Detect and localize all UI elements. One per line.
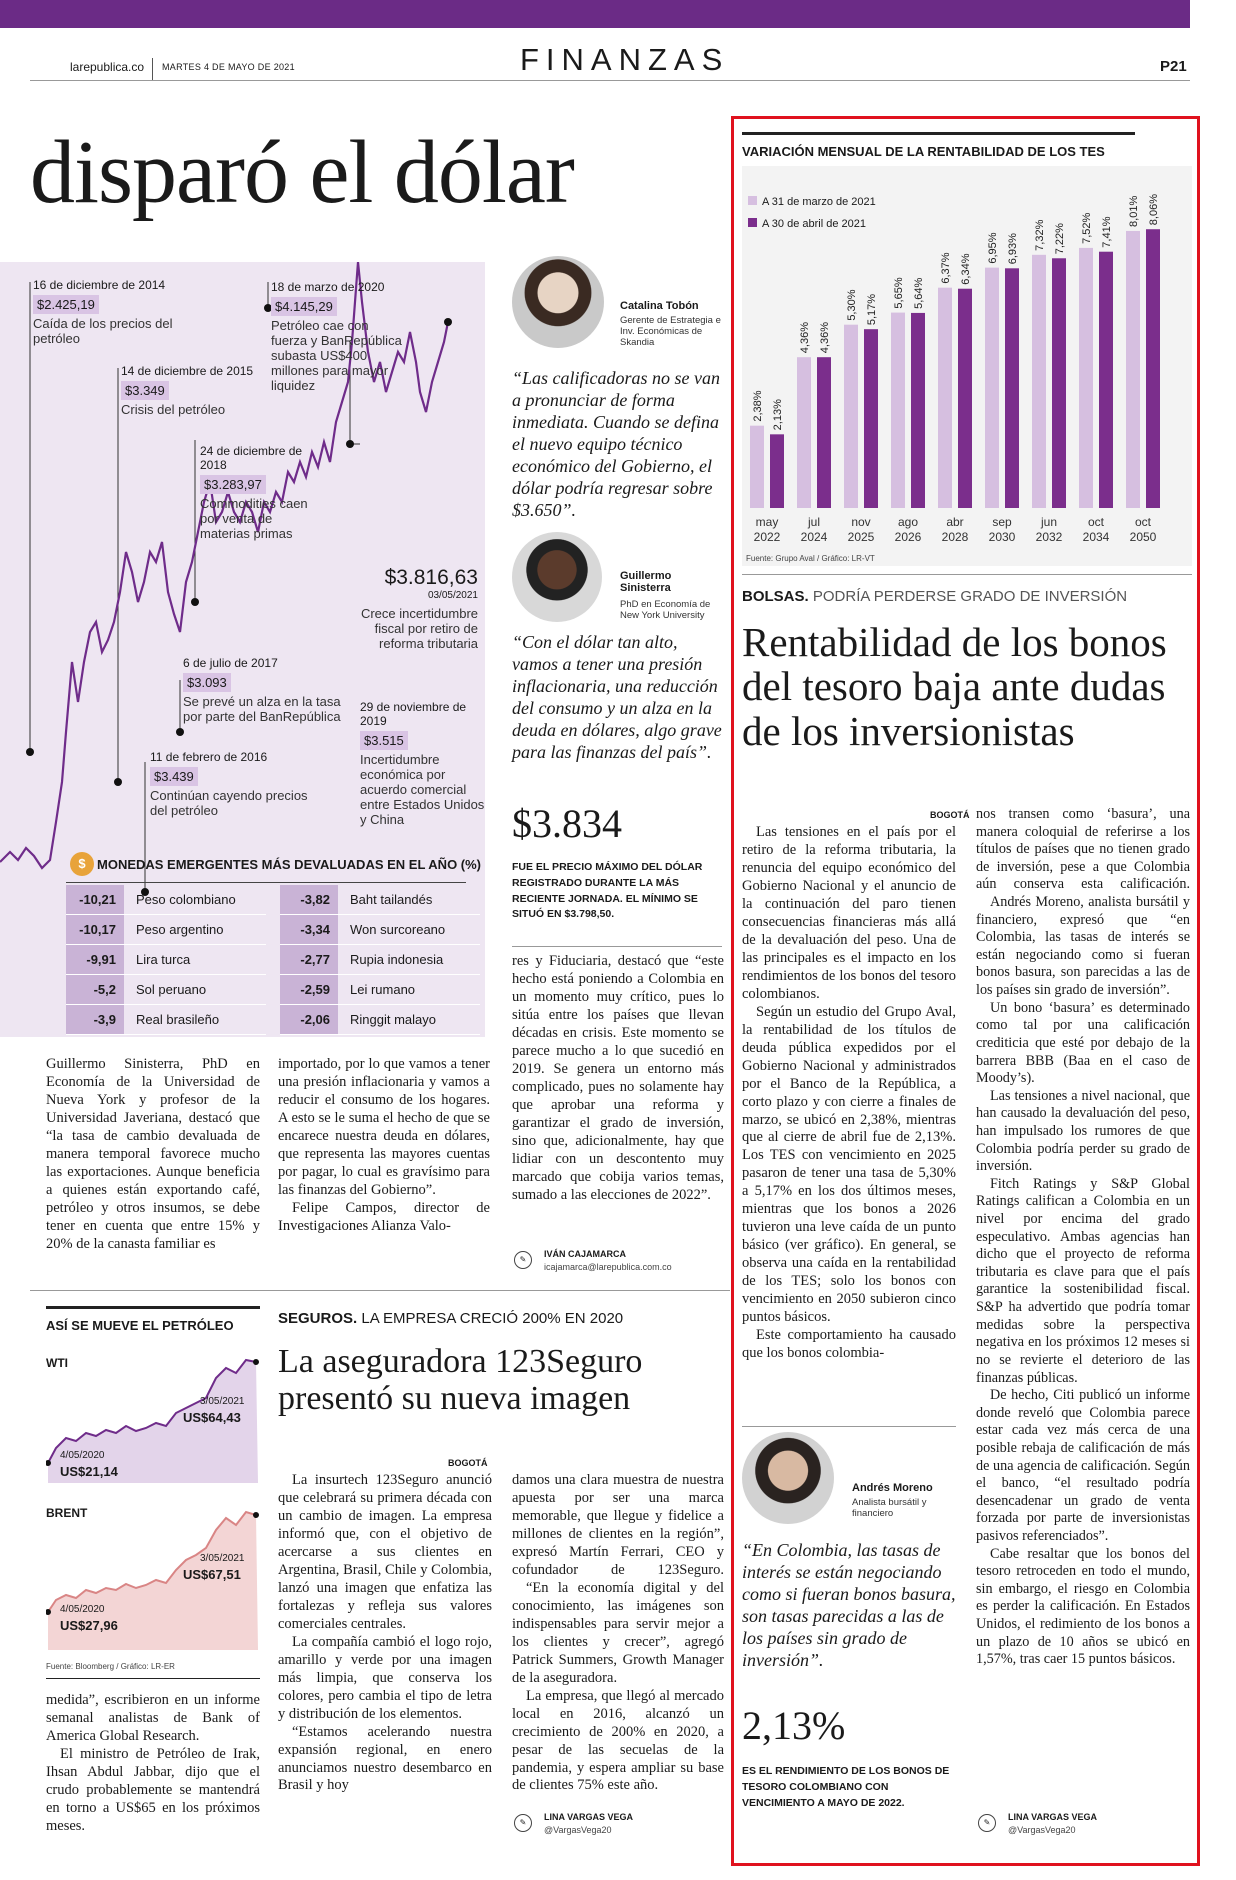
current-dollar-value: $3.816,63 [384,566,478,589]
page-number: P21 [1160,58,1187,75]
person-role: Gerente de Estrategia e Inv. Económicas de Skandia [620,315,721,348]
bonos-p8: Fitch Ratings y S&P Global Ratings califican a Colombia en un nivel por encima del grado especulativo. Ambas agencias han dicho que el proyecto de reforma tributaria es clave para que el país garantice la sostenibilidad fiscal. S&P ha advertido que podría tomar medidas sobre la perspectiva negativa en los próximos 12 meses si no se revierte el deterioro de las finanzas públicas. [976,1175,1190,1386]
annotation-date: 14 de diciembre de 2015 [121,364,254,378]
tes-bar-label: 7,32% [1034,219,1046,251]
person-name: Guillermo Sinisterra [620,570,672,594]
wti-end-date: 3/05/2021 [200,1396,245,1407]
current-dollar-date: 03/05/2021 [427,590,478,601]
currency-value: -2,06 [280,1005,338,1034]
tes-bar [938,288,952,508]
seguros-headline: La aseguradora 123Seguro presentó su nueva imagen [278,1343,643,1417]
oil-text-b: El ministro de Petróleo de Irak, Ihsan Abdul Jabbar, dijo que el crudo probablemente se mantendrá en torno a US$65 en los próximos meses. [46,1745,260,1834]
seguros-p5: “En la economía digital y del conocimiento, las imágenes son indispensables para servir mejor a los clientes y crecer”, agregó Patrick Summers, Growth Manager de la aseguradora. [512,1579,724,1686]
annotation-2018 [200,444,320,542]
quote-catalina: “Las calificadoras no se van a pronunciar de forma inmediata. Cuando se defina el nuevo equipo técnico económico del Gobierno, el dólar podría regresar sobre $3.650”. [512,368,721,520]
currency-value: -3,34 [280,915,338,944]
currency-value: -2,77 [280,945,338,974]
annotation-date: 6 de julio de 2017 [183,656,278,670]
article-column-2 [278,1056,490,1236]
currency-row [66,915,266,945]
tes-chart-rule [742,132,1135,135]
person-name: Catalina Tobón [620,300,699,312]
currency-row [280,1005,480,1035]
coin-icon: $ [70,852,94,876]
tes-bar [864,329,878,508]
section-divider [30,1290,730,1291]
seguros-kicker-bold: SEGUROS. [278,1310,358,1327]
annotation-2019 [360,700,485,828]
author-icon: ✎ [978,1814,996,1832]
tes-category-label: 2032 [1035,530,1063,544]
current-dollar-text: Crece incertidumbre fiscal por retiro de reforma tributaria [360,606,478,651]
bonos-byline-name: LINA VARGAS VEGA [1008,1812,1098,1822]
tes-category-label: may [755,515,779,529]
currency-name: Lei rumano [350,982,416,997]
bonos-byline-mail[interactable]: @VargasVega20 [1008,1825,1076,1835]
tes-category-label: 2050 [1129,530,1157,544]
tes-bar [844,325,858,508]
bonos-p10: Cabe resaltar que los bonos del tesoro retroceden en todo el mundo, sin embargo, el riesgo en Colombia es perder la calificación. En Estados Unidos, el redimiento de los bonos a un plazo de 10 años se ubicó en 1,57%, tras caer 15 puntos básicos. [976,1545,1190,1668]
tes-bar-label: 2,38% [752,390,764,422]
annotation-date: 29 de noviembre de 2019 [360,700,467,728]
currency-row [66,975,266,1005]
wti-start-value: US$21,14 [60,1464,118,1479]
currency-row [66,945,266,975]
tes-bar-label: 5,30% [846,289,858,321]
currency-value: -3,9 [66,1005,124,1034]
seguros-p6: La empresa, que llegó al mercado local en 2016, alcanzó un crecimiento de 200% en 2020, a pesar de las secuelas de la pandemia, y espera ampliar su base de clientes 75% este año. [512,1687,724,1794]
tes-category-label: 2022 [753,530,781,544]
seguros-p4: damos una clara muestra de nuestra apuesta por ser una marca memorable, que llegue y fidelice a millones de clientes en la región”, expresó Martín Ferrari, CEO y cofundador de 123Seguro. [512,1472,724,1578]
brent-start-date: 4/05/2020 [60,1604,105,1615]
tes-category-label: sep [992,515,1012,529]
annotation-value: $3.283,97 [200,475,266,494]
currency-value: -2,59 [280,975,338,1004]
oil-box-rule [46,1306,260,1309]
currency-value: -3,82 [280,885,338,914]
annotation-2017 [183,656,353,725]
annotation-text: Commodities caen por venta de materias primas [200,496,308,541]
seguros-kicker [278,1310,623,1327]
tes-bar-label: 5,65% [893,277,905,309]
tes-bar-label: 8,01% [1128,195,1140,227]
seguros-byline-mail[interactable]: @VargasVega20 [544,1825,612,1835]
bonos-p1: Las tensiones en el país por el retiro de la reforma tributaria, la renuncia del equipo económico del Gobierno Nacional y el anuncio de la continuación del paro tienen consecuencias financieras más allá de la devaluación del peso. Una de las principales es el impacto en los rendimientos de los bonos del tesoro colombianos. [742,824,956,1002]
annotation-2014 [33,278,183,347]
bonos-city: BOGOTÁ [930,810,970,820]
tes-category-label: 2034 [1082,530,1110,544]
tes-category-label: oct [1087,515,1105,529]
currency-value: -10,17 [66,915,124,944]
annotation-value: $4.145,29 [271,297,337,316]
tes-bar-label: 6,95% [987,232,999,264]
tes-category-label: 2026 [894,530,922,544]
annotation-text: Continúan cayendo precios del petróleo [150,788,308,818]
bonos-p7: Las tensiones a nivel nacional, que han causado la devaluación del peso, han impulsado los rumores de que Colombia podría perder su grado de inversión. [976,1087,1190,1175]
tes-category-label: abr [946,515,964,529]
seguros-kicker-text: LA EMPRESA CRECIÓ 200% EN 2020 [361,1310,624,1327]
bonos-p5: Andrés Moreno, analista bursátil y financiero, expresó que “en Colombia, las tasas de interés se están negociando como si fueran bonos basura, son parecidas a las de los países sin grado de inversión”. [976,894,1190,999]
annotation-value: $2.425,19 [33,295,99,314]
site-name[interactable]: larepublica.co [70,60,145,74]
currency-table-title: MONEDAS EMERGENTES MÁS DEVALUADAS EN EL AÑO (%) [97,857,482,872]
bonos-p6: Un bono ‘basura’ es determinado como tal por una calificación crediticia que esté por debajo de la barrera BBB (Baa en el caso de Moody’s). [976,999,1190,1087]
tes-bar-label: 6,93% [1007,233,1019,265]
seguros-p3: “Estamos acelerando nuestra expansión regional, en enero anunciamos nuestro desembarco en Brasil y hoy [278,1723,492,1794]
annotation-text: Petróleo cae con fuerza y BanRepública subasta US$400 millones para mayor liquidez [271,318,402,393]
header-divider [152,58,153,80]
top-color-bar [0,0,1190,28]
stat-dollar-text: FUE EL PRECIO MÁXIMO DEL DÓLAR REGISTRADO DURANTE LA MÁS RECIENTE JORNADA. EL MÍNIMO SE SITUÓ EN $3.798,50. [512,861,703,921]
bonos-kicker-text: PODRÍA PERDERSE GRADO DE INVERSIÓN [812,588,1128,605]
tes-category-label: 2030 [988,530,1016,544]
annotation-2020 [271,280,406,394]
wti-end-value: US$64,43 [183,1410,241,1425]
tes-bar [891,313,905,508]
tes-bar-label: 5,64% [913,277,925,309]
bonos-column-2 [976,806,1190,1669]
header-date: MARTES 4 DE MAYO DE 2021 [162,62,295,72]
author-icon: ✎ [514,1814,532,1832]
bonos-p3: Este comportamiento ha causado que los bonos colombia- [742,1327,956,1362]
brent-end-value: US$67,51 [183,1567,241,1582]
currency-name: Baht tailandés [350,892,433,907]
quote-guillermo: “Con el dólar tan alto, vamos a tener una presión inflacionaria, una reducción del consumo y un alza en la deuda en dólares, algo grave para las finanzas del país”. [512,632,722,762]
bonos-headline: Rentabilidad de los bonos del tesoro baja ante dudas de los inversionistas [742,619,1167,754]
currency-name: Peso colombiano [136,892,236,907]
annotation-date: 24 de diciembre de 2018 [200,444,303,472]
wti-start-date: 4/05/2020 [60,1450,105,1461]
tes-category-label: jul [807,515,821,529]
brent-end-date: 3/05/2021 [200,1553,245,1564]
tes-bar-label: 6,34% [960,253,972,285]
oil-box-title: ASÍ SE MUEVE EL PETRÓLEO [46,1318,234,1333]
tes-bar [1146,229,1160,508]
tes-chart-source: Fuente: Grupo Aval / Gráfico: LR-VT [746,554,875,563]
currency-row [66,885,266,915]
tes-bar [817,357,831,508]
stat-rule [512,946,722,947]
annotation-text: Incertidumbre económica por acuerdo comercial entre Estados Unidos y China [360,752,485,827]
currency-row [280,975,480,1005]
currency-row [280,885,480,915]
annotation-2015 [121,364,271,418]
bonos-kicker [742,588,1127,605]
oil-text-a: medida”, escribieron en un informe semanal analistas de Bank of America Global Research. [46,1692,260,1744]
quote-box-rule [742,1426,956,1427]
tes-bar-label: 6,37% [940,252,952,284]
article-column-2-text-b: Felipe Campos, director de Investigaciones Alianza Valo- [278,1199,490,1234]
tes-bar [911,313,925,508]
currency-table-left [66,885,266,1035]
legend-1-label: A 31 de marzo de 2021 [762,196,876,208]
tes-category-label: oct [1134,515,1152,529]
brent-start-value: US$27,96 [60,1618,118,1633]
tes-bar [1099,252,1113,508]
annotation-value: $3.093 [183,673,231,692]
oil-text [46,1692,260,1836]
currency-name: Won surcoreano [350,922,446,937]
tes-bar-chart [742,166,1192,566]
seguros-city: BOGOTÁ [448,1458,488,1468]
bonos-column-1 [742,824,956,1363]
currency-name: Rupia indonesia [350,952,444,967]
tes-bar [770,434,784,508]
stat-dollar-max: $3.834 [512,801,622,846]
quote-andres: “En Colombia, las tasas de interés se están negociando como si fueran bonos basura, son tasas parecidas a las de los países sin grado de inversión”. [742,1540,956,1670]
author-icon: ✎ [514,1251,532,1269]
tes-bar-label: 4,36% [819,321,831,354]
tes-bar-label: 2,13% [772,399,784,431]
bonos-kicker-bold: BOLSAS. [742,588,809,605]
currency-name: Peso argentino [136,922,224,937]
tes-bar [1079,248,1093,508]
currency-name: Lira turca [136,952,191,967]
currency-name: Real brasileño [136,1012,220,1027]
tes-category-label: 2025 [847,530,875,544]
stat-bonos-text: ES EL RENDIMIENTO DE LOS BONOS DE TESORO COLOMBIANO CON VENCIMIENTO A MAYO DE 2022. [742,1765,950,1809]
oil-box-bottom-rule [46,1678,260,1679]
seguros-p2: La compañía cambió el logo rojo, amarillo y verde por una imagen más limpia, que conserva los colores, pero cambia el tipo de letra y distribución de los elementos. [278,1633,492,1722]
tes-bar [750,426,764,508]
annotation-value: $3.349 [121,381,169,400]
guillermo-sinisterra-photo [512,532,602,622]
seguros-p1: La insurtech 123Seguro anunció que celebrará su primera década con un cambio de imagen. La empresa informó que, con el objetivo de acercarse a sus clientes en Argentina, Brasil, Chile y Colombia, lanzó una imagen que enfatiza las fortalezas y refleja sus valores comerciales centrales. [278,1472,492,1632]
tes-bar [958,289,972,508]
currency-value: -10,21 [66,885,124,914]
article-column-2-text: importado, por lo que vamos a tener una presión inflacionaria y vamos a reducir el consumo de los hogares. A esto se le suma el hecho de que se encarece nuestra deuda en dólares, que representa las mayores cuentas por pagar, lo cual es gravísimo para las finanzas del Gobierno”. [278,1056,490,1198]
currency-value: -9,91 [66,945,124,974]
tes-category-label: ago [897,515,919,529]
annotation-text: Se prevé un alza en la tasa por parte del BanRepública [183,694,341,724]
byline-mail[interactable]: icajamarca@larepublica.com.co [544,1262,672,1272]
header-rule [30,80,1190,81]
currency-table-right [280,885,480,1035]
tes-category-label: nov [851,515,871,529]
bonos-p2: Según un estudio del Grupo Aval, la rentabilidad de los títulos de deuda pública expedidos por el Gobierno Nacional y administrados por el Banco de la República, a corto plazo y con cierre a finales de marzo, se ubicó en 2,38%, mientras que al cierre de abril fue de 2,13%. Los TES con vencimiento en 2025 pasaron de tener una tasa de 5,30% a 5,17% en los dos últimos meses, mientras que los bonos a 2026 tuvieron una leve caída de un punto básico (ver gráfico). En general, se observa una caída en la rentabilidad de los TES; solo los bonos con vencimiento en 2050 subieron cinco puntos básicos. [742,1003,956,1326]
tes-bar-label: 7,52% [1081,212,1093,244]
tes-bar-label: 7,41% [1101,216,1113,248]
currency-value: -5,2 [66,975,124,1004]
person-name: Andrés Moreno [852,1482,933,1494]
andres-moreno-photo [742,1432,834,1524]
person-role: Analista bursátil y financiero [852,1497,927,1519]
wti-label: WTI [46,1356,68,1370]
tes-bar [797,357,811,508]
legend-2-label: A 30 de abril de 2021 [762,218,866,230]
currency-row [66,1005,266,1035]
oil-source: Fuente: Bloomberg / Gráfico: LR-ER [46,1662,175,1671]
seguros-column-2 [512,1472,724,1795]
annotation-2016 [150,750,320,819]
tes-bar [985,268,999,508]
annotation-text: Crisis del petróleo [121,402,226,417]
tes-chart-title: VARIACIÓN MENSUAL DE LA RENTABILIDAD DE LOS TES [742,144,1105,159]
tes-category-label: 2024 [800,530,828,544]
annotation-value: $3.439 [150,767,198,786]
currency-name: Ringgit malayo [350,1012,436,1027]
currency-row [280,945,480,975]
person-role: PhD en Economía de New York University [620,599,711,621]
tes-bar-label: 4,36% [799,321,811,354]
bonos-p4: nos transen como ‘basura’, una manera coloquial de referirse a los títulos de países que no tienen grado de inversión, pese a que Colombia aún conserva esta calificación. [976,806,1190,893]
annotation-date: 18 de marzo de 2020 [271,280,385,294]
tes-bar [1126,231,1140,508]
tes-category-label: 2028 [941,530,969,544]
annotation-date: 11 de febrero de 2016 [150,750,268,764]
brent-label: BRENT [46,1506,88,1520]
currency-name: Sol peruano [136,982,207,997]
tes-category-label: jun [1040,515,1058,529]
catalina-tobon-photo [512,256,604,348]
main-title: disparó el dólar [30,123,574,222]
bonos-p9: De hecho, Citi publicó un informe donde reveló que Colombia parece estar cada vez más cerca de una posible rebaja de calificación de más de una agencia de calificación. Según el banco, “el resultado podría desencadenar un grado de venta forzada por parte de inversionistas pasivos referenciados”. [976,1387,1190,1544]
currency-row [280,915,480,945]
tes-bar-label: 5,17% [866,293,878,326]
seguros-column-1 [278,1472,492,1795]
currency-table-rule [66,882,466,883]
annotation-value: $3.515 [360,731,408,750]
annotation-text: Caída de los precios del petróleo [33,316,173,346]
tes-bar-label: 8,06% [1148,194,1160,226]
byline-name: IVÁN CAJAMARCA [544,1249,627,1259]
stat-bonos: 2,13% [742,1703,846,1748]
article-column-1: Guillermo Sinisterra, PhD en Economía de la Universidad de Nueva York y profesor de la Universidad Javeriana, destacó que “la tasa de cambio devaluada de manera temporal favorece mucho las exportaciones. Aunque beneficia a quienes están exportando café, petróleo y otros insumos, se debe tener en cuenta que entre 15% y 20% de la canasta familiar es [46,1056,260,1252]
bonos-rule [742,574,1192,575]
tes-bar [1005,268,1019,508]
tes-bar [1032,255,1046,508]
current-dollar [360,566,478,652]
seguros-byline-name: LINA VARGAS VEGA [544,1812,634,1822]
annotation-date: 16 de diciembre de 2014 [33,278,166,292]
article-column-3: res y Fiduciaria, destacó que “este hecho está poniendo a Colombia en un momento muy crítico, pues lo sitúa entre los países que llevan décadas en crisis. Este momento se parece mucho a lo que sucedió en 2019. Se genera un entorno más complicado, pues no solamente hay que aprobar una reforma y garantizar el grado de inversión, sino que, adicionalmente, hay que lidiar con un descontento muy marcado que cobija varios temas, sumado a las elecciones de 2022”. [512,953,724,1203]
tes-bar [1052,258,1066,508]
section-title: FINANZAS [520,42,730,77]
tes-bar-label: 7,22% [1054,223,1066,255]
